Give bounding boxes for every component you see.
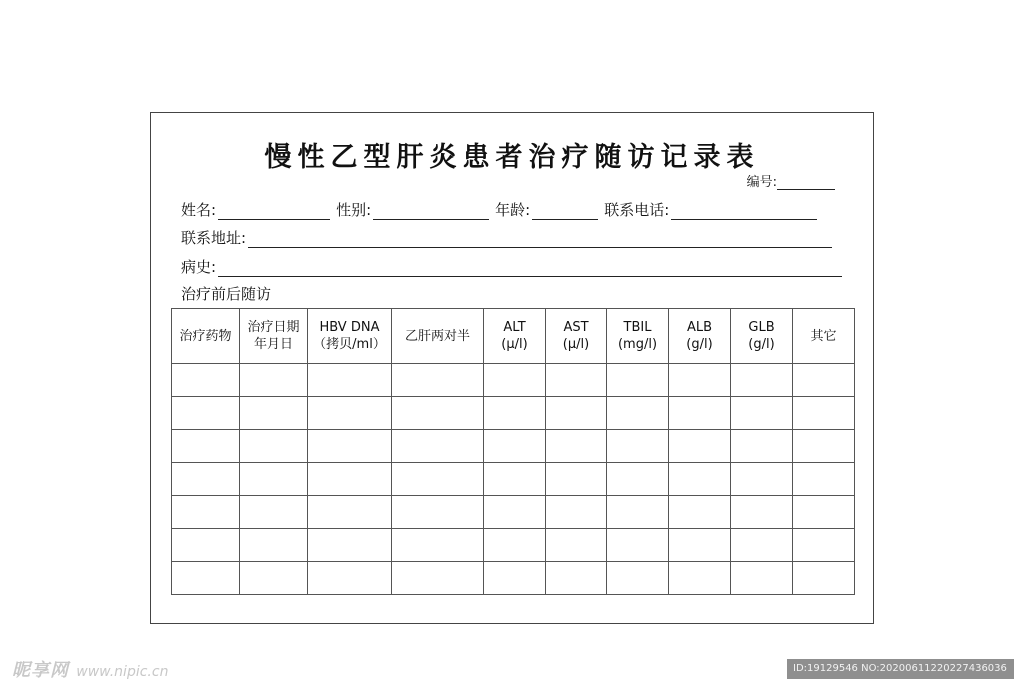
personal-info-row bbox=[181, 199, 817, 220]
header-text: (μ/l) bbox=[562, 337, 590, 352]
table-cell[interactable] bbox=[172, 562, 240, 595]
table-cell[interactable] bbox=[546, 430, 607, 463]
table-cell[interactable] bbox=[484, 529, 546, 562]
table-row bbox=[172, 364, 855, 397]
table-header-cell bbox=[546, 309, 607, 364]
followup-table bbox=[171, 308, 855, 595]
table-cell[interactable] bbox=[240, 463, 308, 496]
table-cell[interactable] bbox=[484, 562, 546, 595]
address-input-line[interactable] bbox=[248, 233, 832, 248]
header-text: 治疗药物 bbox=[179, 328, 232, 344]
header-text: TBIL bbox=[623, 320, 652, 335]
watermark-logo bbox=[12, 656, 168, 682]
table-cell[interactable] bbox=[172, 496, 240, 529]
table-cell[interactable] bbox=[731, 364, 793, 397]
table-cell[interactable] bbox=[546, 397, 607, 430]
age-label: 年龄: bbox=[495, 201, 531, 219]
table-cell[interactable] bbox=[793, 397, 855, 430]
address-label: 联系地址: bbox=[181, 229, 247, 247]
serial-number-field bbox=[747, 171, 835, 190]
table-cell[interactable] bbox=[484, 463, 546, 496]
header-text: GLB bbox=[748, 320, 775, 335]
table-cell[interactable] bbox=[308, 529, 392, 562]
table-cell[interactable] bbox=[392, 529, 484, 562]
header-text: ALT bbox=[503, 320, 526, 335]
header-text: (g/l) bbox=[748, 337, 775, 352]
table-cell[interactable] bbox=[731, 463, 793, 496]
table-cell[interactable] bbox=[793, 496, 855, 529]
table-row bbox=[172, 430, 855, 463]
table-cell[interactable] bbox=[793, 463, 855, 496]
table-cell[interactable] bbox=[392, 397, 484, 430]
table-header-cell bbox=[308, 309, 392, 364]
phone-label: 联系电话: bbox=[604, 201, 670, 219]
table-row bbox=[172, 562, 855, 595]
header-text: AST bbox=[563, 320, 589, 335]
table-header-cell bbox=[392, 309, 484, 364]
table-cell[interactable] bbox=[669, 529, 731, 562]
header-text: 其它 bbox=[810, 328, 837, 344]
table-cell[interactable] bbox=[172, 430, 240, 463]
watermark-brand: 昵享网 bbox=[12, 660, 69, 681]
table-cell[interactable] bbox=[793, 364, 855, 397]
header-text: (μ/l) bbox=[501, 337, 528, 352]
image-id-bar: ID:19129546 NO:20200611220227436036 bbox=[787, 659, 1014, 679]
table-cell[interactable] bbox=[731, 496, 793, 529]
table-cell[interactable] bbox=[308, 496, 392, 529]
table-cell[interactable] bbox=[308, 397, 392, 430]
header-text: 年月日 bbox=[253, 337, 293, 352]
table-cell[interactable] bbox=[731, 562, 793, 595]
table-cell[interactable] bbox=[484, 364, 546, 397]
history-label: 病史: bbox=[181, 258, 217, 276]
table-cell[interactable] bbox=[240, 430, 308, 463]
gender-input-line[interactable] bbox=[373, 205, 489, 220]
table-cell[interactable] bbox=[308, 463, 392, 496]
table-cell[interactable] bbox=[484, 496, 546, 529]
table-cell[interactable] bbox=[793, 430, 855, 463]
form-title: 慢性乙型肝炎患者治疗随访记录表 bbox=[264, 142, 760, 173]
table-cell[interactable] bbox=[308, 364, 392, 397]
table-cell[interactable] bbox=[392, 430, 484, 463]
followup-form bbox=[150, 112, 874, 624]
table-cell[interactable] bbox=[731, 430, 793, 463]
history-row bbox=[181, 256, 842, 277]
serial-label: 编号: bbox=[746, 175, 777, 190]
table-header-cell bbox=[793, 309, 855, 364]
table-header-cell bbox=[484, 309, 546, 364]
watermark-url: www.nipic.cn bbox=[76, 664, 169, 680]
phone-input-line[interactable] bbox=[671, 205, 817, 220]
table-cell[interactable] bbox=[392, 364, 484, 397]
table-cell[interactable] bbox=[607, 430, 669, 463]
table-row bbox=[172, 496, 855, 529]
table-cell[interactable] bbox=[240, 496, 308, 529]
table-cell[interactable] bbox=[392, 463, 484, 496]
table-cell[interactable] bbox=[731, 397, 793, 430]
serial-input-line[interactable] bbox=[777, 175, 835, 190]
table-cell[interactable] bbox=[172, 364, 240, 397]
name-input-line[interactable] bbox=[218, 205, 330, 220]
table-cell[interactable] bbox=[607, 562, 669, 595]
header-text: (g/l) bbox=[686, 337, 713, 352]
header-text: 乙肝两对半 bbox=[404, 328, 470, 344]
table-cell[interactable] bbox=[669, 562, 731, 595]
table-cell[interactable] bbox=[607, 463, 669, 496]
section-title: 治疗前后随访 bbox=[181, 285, 272, 303]
table-header-cell bbox=[669, 309, 731, 364]
table-cell[interactable] bbox=[392, 496, 484, 529]
table-header-cell bbox=[172, 309, 240, 364]
header-text: ALB bbox=[686, 320, 713, 335]
age-input-line[interactable] bbox=[532, 205, 598, 220]
table-cell[interactable] bbox=[546, 364, 607, 397]
table-cell[interactable] bbox=[793, 529, 855, 562]
table-header-cell bbox=[731, 309, 793, 364]
address-row bbox=[181, 227, 832, 248]
history-input-line[interactable] bbox=[218, 262, 842, 277]
table-cell[interactable] bbox=[546, 529, 607, 562]
name-label: 姓名: bbox=[181, 201, 217, 219]
table-cell[interactable] bbox=[392, 562, 484, 595]
table-cell[interactable] bbox=[546, 496, 607, 529]
table-cell[interactable] bbox=[172, 397, 240, 430]
gender-label: 性别: bbox=[336, 201, 372, 219]
table-cell[interactable] bbox=[669, 397, 731, 430]
table-cell[interactable] bbox=[607, 364, 669, 397]
table-cell[interactable] bbox=[308, 430, 392, 463]
table-body bbox=[172, 364, 855, 595]
table-cell[interactable] bbox=[669, 463, 731, 496]
table-cell[interactable] bbox=[669, 496, 731, 529]
table-cell[interactable] bbox=[484, 397, 546, 430]
table-header-row bbox=[172, 309, 855, 364]
table-cell[interactable] bbox=[607, 529, 669, 562]
table-cell[interactable] bbox=[669, 364, 731, 397]
header-text: (mg/l) bbox=[617, 337, 658, 352]
table-cell[interactable] bbox=[607, 496, 669, 529]
table-cell[interactable] bbox=[172, 463, 240, 496]
table-cell[interactable] bbox=[484, 430, 546, 463]
header-text: HBV DNA bbox=[319, 320, 380, 335]
table-cell[interactable] bbox=[546, 463, 607, 496]
header-text: （拷贝/ml） bbox=[313, 337, 386, 352]
table-cell[interactable] bbox=[240, 364, 308, 397]
table-cell[interactable] bbox=[308, 562, 392, 595]
table-cell[interactable] bbox=[793, 562, 855, 595]
table-row bbox=[172, 463, 855, 496]
table-row bbox=[172, 397, 855, 430]
table-cell[interactable] bbox=[240, 397, 308, 430]
table-cell[interactable] bbox=[607, 397, 669, 430]
header-text: 治疗日期 bbox=[247, 320, 300, 335]
table-cell[interactable] bbox=[731, 529, 793, 562]
table-cell[interactable] bbox=[546, 562, 607, 595]
table-header-cell bbox=[240, 309, 308, 364]
table-cell[interactable] bbox=[172, 529, 240, 562]
table-cell[interactable] bbox=[240, 529, 308, 562]
table-cell[interactable] bbox=[240, 562, 308, 595]
table-row bbox=[172, 529, 855, 562]
table-header-cell bbox=[607, 309, 669, 364]
table-cell[interactable] bbox=[669, 430, 731, 463]
